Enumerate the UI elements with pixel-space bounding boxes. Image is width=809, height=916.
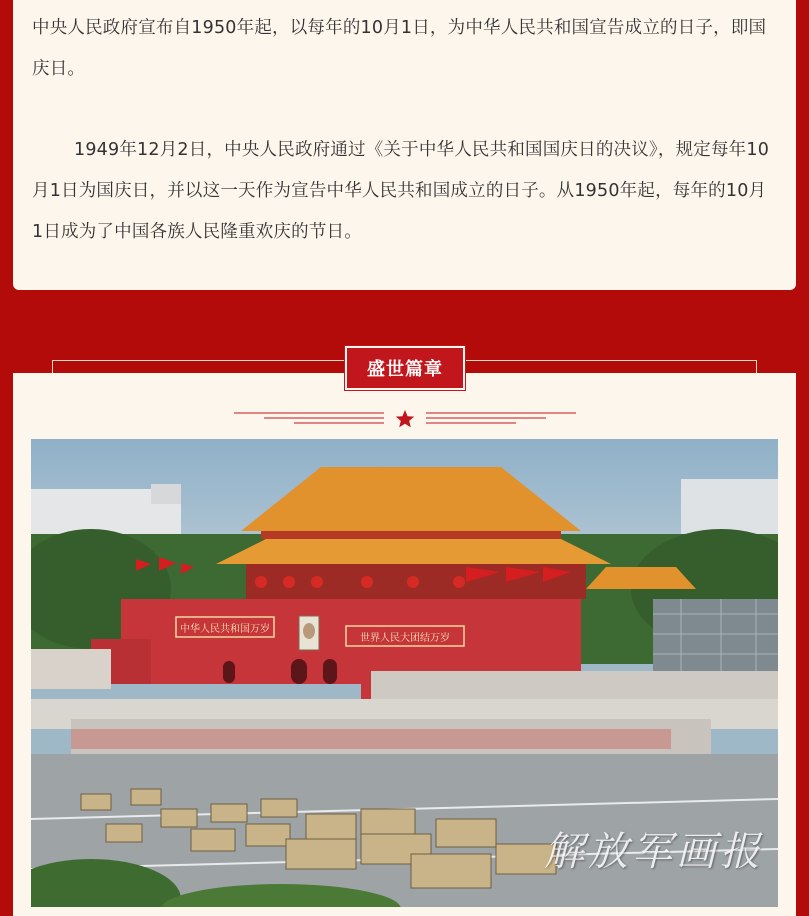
parade-photo	[31, 439, 778, 907]
paragraph-1: 中央人民政府宣布自1950年起，以每年的10月1日，为中华人民共和国宣告成立的日子，即国庆日。	[32, 18, 767, 79]
photo-watermark: 解放军画报	[544, 829, 764, 875]
paragraph-2: 1949年12月2日，中央人民政府通过《关于中华人民共和国国庆日的决议》，规定每年10月1日为国庆日，并以这一天作为宣告中华人民共和国成立的日子。从1950年起，每年的10月1日成为了中国各族人民隆重欢庆的节日。	[32, 140, 770, 242]
section-title: 盛世篇章	[345, 346, 465, 390]
gate-banner-right: 世界人民大团结万岁	[360, 633, 450, 644]
star-icon	[396, 410, 414, 427]
article-card	[13, 0, 796, 290]
title-divider	[234, 408, 576, 428]
gate-banner-left: 中华人民共和国万岁	[180, 624, 270, 635]
